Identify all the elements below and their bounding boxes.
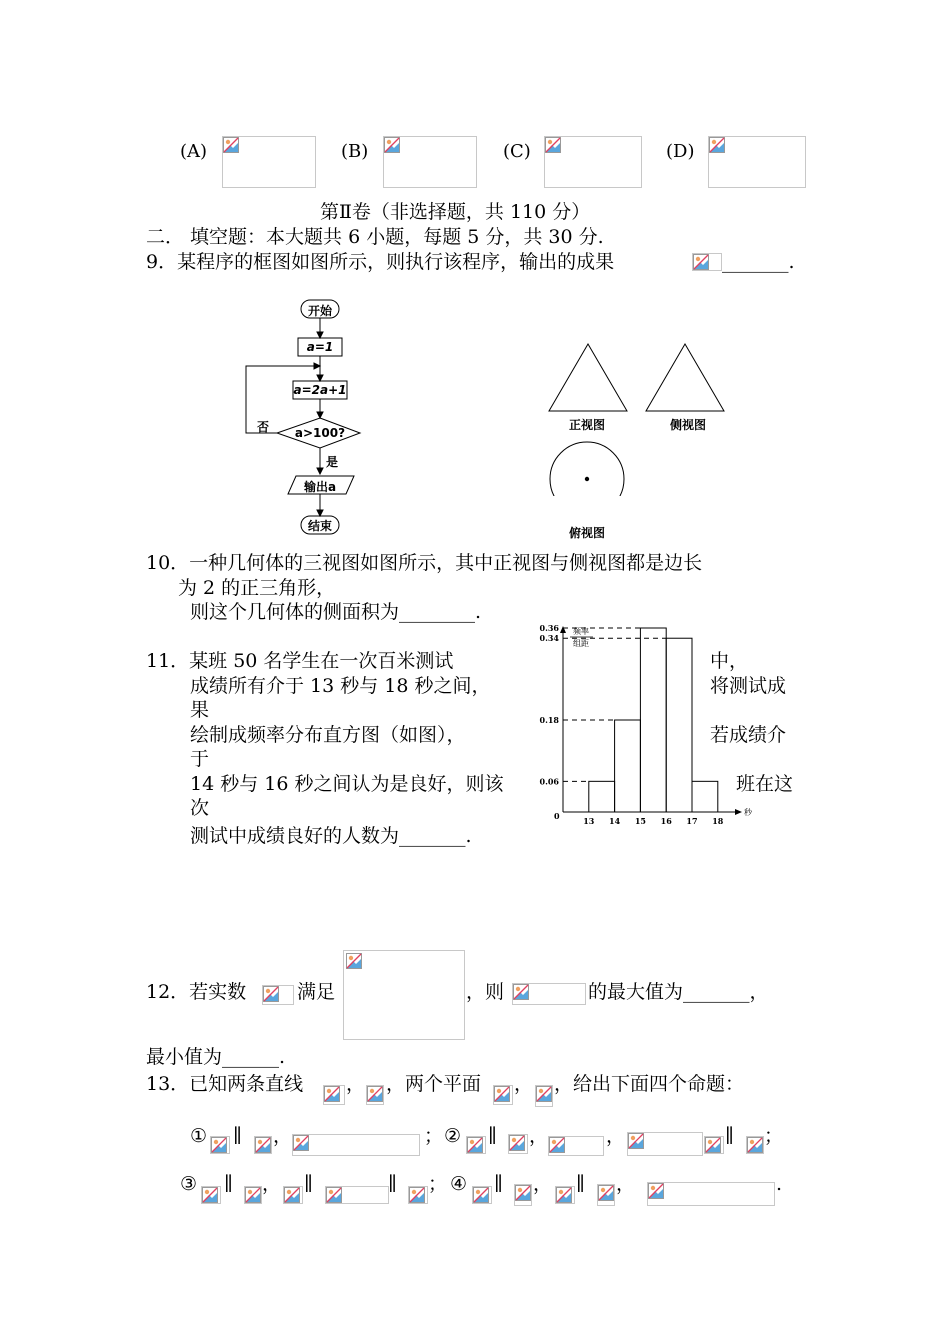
q11-l6a: 14 秒与 16 秒之间认为是良好，则该	[190, 773, 504, 795]
p3-img-2	[244, 1186, 262, 1204]
p4-par-1: ∥	[494, 1173, 503, 1195]
p4-img-1	[472, 1186, 492, 1204]
p1-comma: ，	[273, 1125, 293, 1147]
y-axis-arrow	[560, 626, 566, 633]
q13-p3-label: ③	[180, 1173, 198, 1195]
p1-img-1	[210, 1136, 230, 1154]
flow-init-text: a=1	[306, 340, 334, 354]
q11-l2a: 成绩所有介于 13 秒与 18 秒之间，	[190, 675, 491, 697]
q9-text: 9．某程序的框图如图所示，则执行该程序，输出的成果	[146, 251, 615, 273]
q12-e: 最小值为______.	[146, 1046, 286, 1068]
p2-par-1: ∥	[488, 1125, 497, 1147]
p1-img-3	[292, 1134, 420, 1156]
option-b-label: (B)	[341, 141, 369, 162]
y-axis-label-top: 频率	[573, 627, 589, 636]
x-tick-label: 18	[712, 816, 724, 826]
top-view-label: 俯视图	[569, 526, 606, 540]
q12-b: 满足	[297, 981, 336, 1003]
q10-line1: 10．一种几何体的三视图如图所示，其中正视图与侧视图都是边长	[146, 552, 703, 574]
p2-img-1	[466, 1136, 486, 1154]
q13-line-n-image	[366, 1085, 384, 1105]
p1-par-1: ∥	[233, 1125, 242, 1147]
p3-par-1: ∥	[224, 1173, 233, 1195]
front-view-triangle	[549, 344, 627, 411]
q11-l7: 次	[190, 797, 210, 819]
p2-par-2: ∥	[725, 1125, 734, 1147]
flowchart	[232, 296, 372, 541]
q13-p4-label: ④	[450, 1173, 468, 1195]
q11-l4b: 若成绩介	[710, 724, 787, 746]
p4-img-2	[514, 1184, 532, 1206]
p3-comma: ，	[262, 1173, 282, 1195]
q11-l2b: 将测试成	[710, 675, 787, 697]
q12-constraint-image	[343, 950, 465, 1040]
p2-comma-2: ，	[606, 1125, 626, 1147]
front-view-label: 正视图	[569, 418, 606, 432]
option-a-image	[222, 136, 316, 188]
q11-l3: 果	[190, 699, 210, 721]
q11-l6b: 班在这	[736, 773, 794, 795]
x-axis-arrow	[735, 809, 742, 815]
option-c-image	[544, 136, 642, 188]
p1-img-2	[254, 1136, 272, 1154]
p2-semi: ；	[764, 1125, 784, 1147]
x-tick-label: 14	[609, 816, 621, 826]
q9-blank: _______.	[722, 251, 795, 273]
histogram-bar-15-16	[640, 628, 666, 812]
option-d-image	[708, 136, 806, 188]
q13-p1-label: ①	[190, 1125, 208, 1147]
side-view-label: 侧视图	[670, 418, 707, 432]
flow-cond-text: a>100?	[294, 426, 346, 440]
section2-title: 第Ⅱ卷（非选择题，共 110 分）	[320, 201, 591, 223]
p2-img-2	[508, 1134, 528, 1154]
q10-line2: 为 2 的正三角形，	[178, 577, 336, 599]
q11-l1b: 中，	[710, 650, 749, 672]
section2-intro: 二． 填空题：本大题共 6 小题，每题 5 分，共 30 分.	[146, 226, 604, 248]
p4-img-5	[647, 1182, 775, 1206]
p2-img-3	[548, 1136, 604, 1156]
q13-line-m-image	[323, 1085, 345, 1105]
q13-p2-label: ②	[444, 1125, 462, 1147]
y-axis-label-bottom: 组距	[573, 639, 589, 648]
p3-img-4	[325, 1186, 389, 1204]
p2-comma-1: ，	[529, 1125, 549, 1147]
x-tick-label: 13	[583, 816, 595, 826]
side-view-triangle	[646, 344, 724, 411]
flow-no-label: 否	[257, 420, 270, 434]
p3-img-5	[408, 1186, 428, 1204]
option-d-label: (D)	[666, 141, 695, 162]
y-tick-label: 0.18	[539, 715, 559, 725]
p3-img-3	[283, 1186, 303, 1204]
q12-objective-image	[512, 983, 586, 1005]
flow-output-text: 输出a	[303, 480, 337, 494]
x-tick-label: 16	[660, 816, 672, 826]
p4-period: .	[776, 1173, 783, 1195]
p3-par-2: ∥	[304, 1173, 313, 1195]
p2-img-6	[746, 1136, 764, 1154]
q12-var-image	[262, 985, 294, 1005]
flow-yes-label: 是	[326, 455, 339, 469]
q11-l4a: 绘制成频率分布直方图（如图），	[190, 724, 466, 746]
flow-end-text: 结束	[307, 519, 332, 533]
q12-d: 的最大值为_______，	[588, 981, 769, 1003]
q13-a: 13．已知两条直线	[146, 1073, 304, 1095]
p4-comma-1: ，	[533, 1173, 553, 1195]
q11-l8: 测试中成绩良好的人数为_______.	[190, 825, 472, 847]
histogram-bar-16-17	[666, 638, 692, 812]
histogram-bar-14-15	[615, 720, 641, 812]
p4-img-3	[555, 1186, 575, 1204]
p2-img-4	[627, 1132, 703, 1156]
q10-line3: 则这个几何体的侧面积为________.	[190, 601, 482, 623]
q13-d: ，	[514, 1073, 534, 1095]
q11-l5: 于	[190, 748, 210, 770]
q13-b: ，	[346, 1073, 366, 1095]
x-tick-label: 17	[686, 816, 698, 826]
flow-start-text: 开始	[307, 304, 332, 318]
p3-semi: ；	[428, 1173, 448, 1195]
p2-img-5	[704, 1136, 724, 1154]
p4-img-4	[597, 1184, 615, 1206]
x-axis-label: 秒	[744, 808, 752, 817]
y-tick-label: 0.06	[539, 776, 559, 787]
origin-label: 0	[554, 811, 560, 821]
q11-l1a: 11．某班 50 名学生在一次百米测试	[146, 650, 454, 672]
q13-plane-beta-image	[535, 1085, 553, 1107]
histogram-bar-13-14	[589, 781, 615, 812]
q13-e: ，给出下面四个命题：	[554, 1073, 745, 1095]
q13-plane-alpha-image	[493, 1085, 513, 1105]
histogram-bar-17-18	[692, 781, 718, 812]
p4-comma-2: ，	[616, 1173, 636, 1195]
q13-c: ，两个平面	[386, 1073, 482, 1095]
q9-inline-image	[692, 253, 722, 271]
y-tick-label: 0.34	[539, 633, 559, 644]
q12-a: 12．若实数	[146, 981, 247, 1003]
option-c-label: (C)	[503, 141, 531, 162]
flow-update-text: a=2a+1	[293, 383, 347, 397]
q12-c: ，则	[466, 981, 505, 1003]
top-view-circle	[550, 442, 624, 496]
option-b-image	[383, 136, 477, 188]
x-tick-label: 15	[634, 816, 646, 826]
option-a-label: (A)	[180, 141, 208, 162]
p4-par-2: ∥	[576, 1173, 585, 1195]
frequency-histogram	[530, 624, 760, 830]
p3-par-3: ∥	[388, 1173, 397, 1195]
p3-img-1	[201, 1186, 221, 1204]
y-tick-label: 0.36	[539, 624, 559, 633]
top-view-center-dot	[585, 477, 589, 481]
p1-semi: ；	[424, 1125, 444, 1147]
